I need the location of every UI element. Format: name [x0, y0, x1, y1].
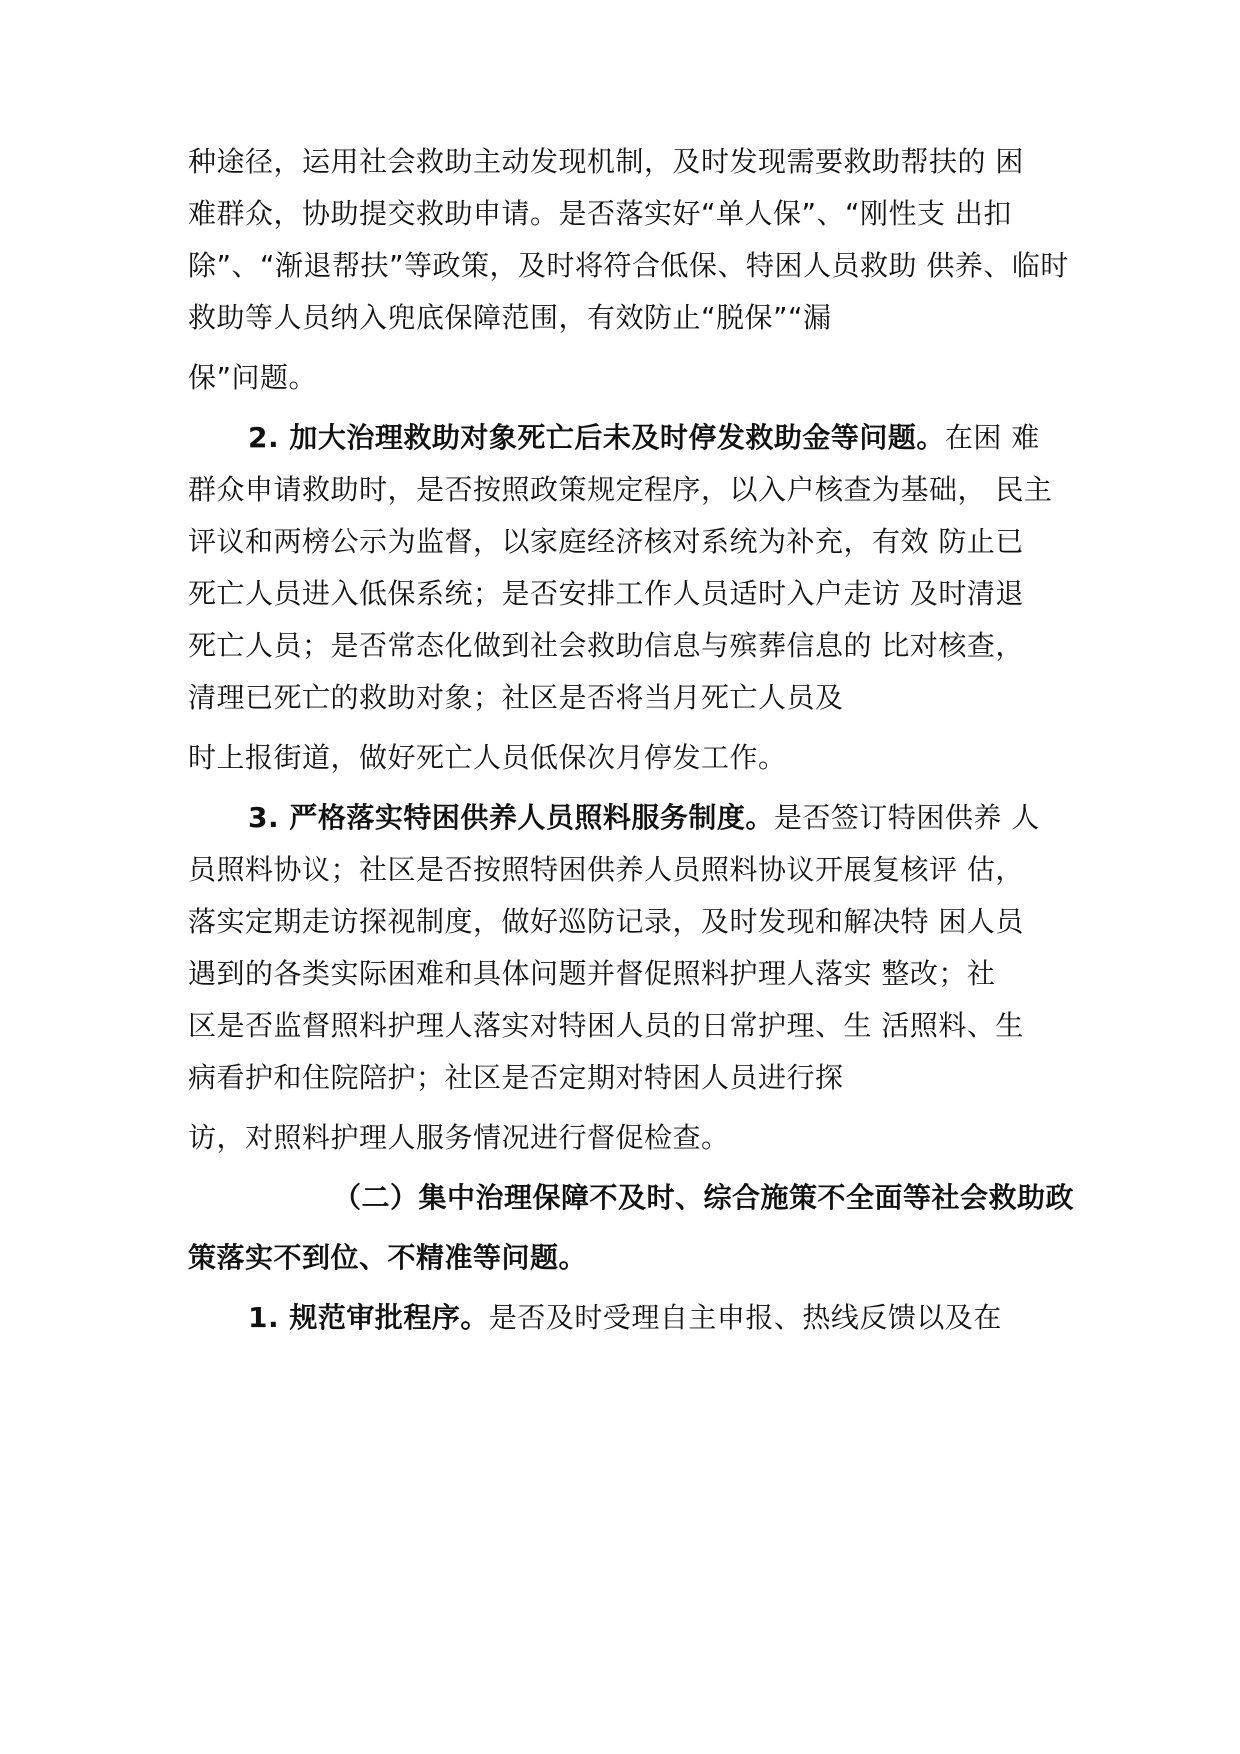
text-line: 遇到的各类实际困难和具体问题并督促照料护理人落实 整改；社 — [188, 957, 996, 990]
item-3-heading: 3. 严格落实特困供养人员照料服务制度。 — [248, 801, 774, 834]
item-1-heading-line — [248, 1300, 1002, 1336]
item-2-heading-line — [248, 420, 1040, 456]
text-line: 死亡人员；是否常态化做到社会救助信息与殡葬信息的 比对核查， — [188, 629, 1024, 662]
text-line: 病看护和住院陪护；社区是否定期对特困人员进行探 — [188, 1061, 844, 1094]
section-heading-continued: 策落实不到位、不精准等问题。 — [188, 1241, 588, 1274]
item-3-heading-line — [248, 800, 1040, 836]
item-1-heading: 1. 规范审批程序。 — [248, 1301, 489, 1334]
text-line: 清理已死亡的救助对象；社区是否将当月死亡人员及 — [188, 681, 844, 714]
text-line: 难群众，协助提交救助申请。是否落实好“单人保”、“刚性支 出扣 — [188, 197, 1012, 230]
text-line: 种途径，运用社会救助主动发现机制，及时发现需要救助帮扶的 困 — [188, 145, 1024, 178]
section-heading: （二）集中治理保障不及时、综合施策不全面等社会救助政 — [333, 1181, 1075, 1214]
text-line: 访，对照料护理人服务情况进行督促检查。 — [188, 1121, 730, 1154]
text-line: 员照料协议；社区是否按照特困供养人员照料协议开展复核评 估， — [188, 853, 1024, 886]
text-line: 保”问题。 — [188, 361, 318, 394]
text-line: 评议和两榜公示为监督，以家庭经济核对系统为补充，有效 防止已 — [188, 525, 1024, 558]
text-line: 落实定期走访探视制度，做好巡防记录，及时发现和解决特 困人员 — [188, 905, 1024, 938]
text-line: 群众申请救助时，是否按照政策规定程序，以入户核查为基础， 民主 — [188, 473, 1053, 506]
text-line: 时上报街道，做好死亡人员低保次月停发工作。 — [188, 741, 787, 774]
text-run: 是否及时受理自主申报、热线反馈以及在 — [488, 1301, 1002, 1334]
text-run: 在困 难 — [944, 421, 1040, 454]
text-line: 区是否监督照料护理人落实对特困人员的日常护理、生 活照料、生 — [188, 1009, 1024, 1042]
item-2-heading: 2. 加大治理救助对象死亡后未及时停发救助金等问题。 — [248, 421, 945, 454]
text-line: 死亡人员进入低保系统；是否安排工作人员适时入户走访 及时清退 — [188, 577, 1024, 610]
text-run: 是否签订特困供养 人 — [773, 801, 1040, 834]
text-line: 除”、“渐退帮扶”等政策，及时将符合低保、特困人员救助 供养、临时 — [188, 249, 1069, 282]
text-line: 救助等人员纳入兜底保障范围，有效防止“脱保”“漏 — [188, 301, 832, 334]
